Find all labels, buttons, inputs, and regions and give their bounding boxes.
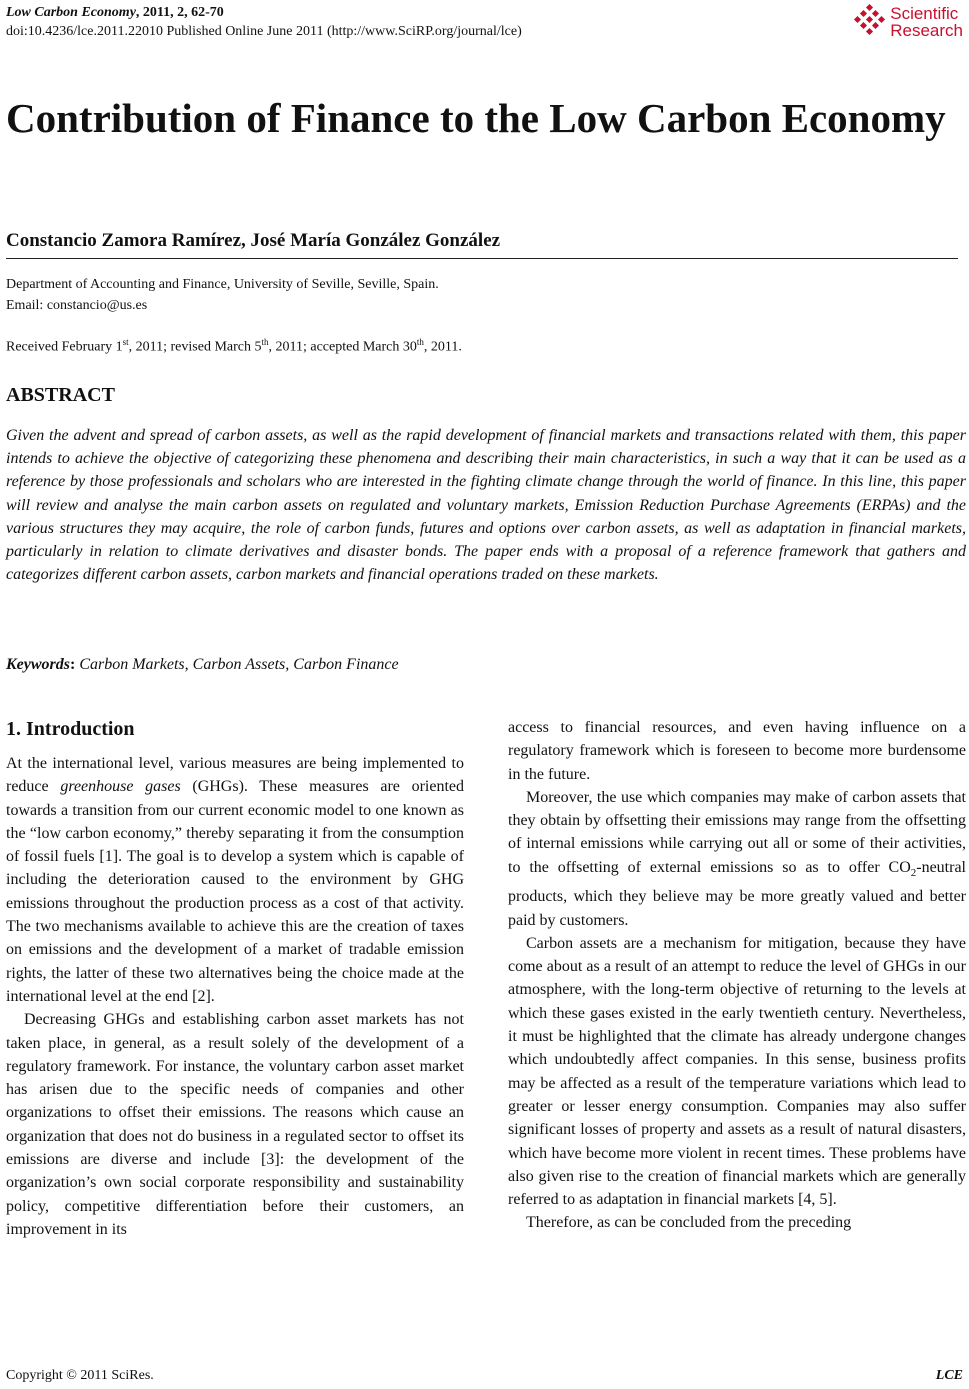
paragraph: Carbon assets are a mechanism for mitigation, because they have come about as a result of an attempt to reduce the level of GHGs in our atmosphere, with the long-term objective of returning to the levels at which these gases existed in the early twentieth century. Nevertheless, it must be highlighted that the climate has already undergone changes which undoubtedly affect companies. In this sense, business profits may be affected as a result of the temperature variations which lead to greater or lesser energy consumption. Companies may also suffer significant losses of property and assets as a result of natural disasters, which have become more violent in recent times. These problems have also given rise to the creation of financial markets which are generally referred to as adaptation in financial markets [4, 5].: [508, 934, 966, 1209]
paragraph: access to financial resources, and even having influence on a regulatory framework which is foreseen to become more burdensome in the future.: [508, 719, 966, 783]
journal-citation: [6, 4, 224, 22]
email: Email: constancio@us.es: [6, 298, 148, 313]
keywords-list: Carbon Markets, Carbon Assets, Carbon Finance: [79, 656, 399, 673]
left-column: [6, 716, 464, 1241]
abstract-text: Given the advent and spread of carbon assets, as well as the rapid development of financial markets and transactions related with them, this paper intends to achieve the objective of categorizing these phenomena and describing their main characteristics, in such a way that it can be used as a reference by those professionals and scholars who are interested in the fighting climate change through the world of finance. In this line, this paper will review and analyse the main carbon assets on regulated and voluntary markets, Emission Reduction Purchase Agreements (ERPAs) and the various structures they may acquire, the role of carbon funds, futures and options over carbon assets, as well as adaptation in financial markets, particularly in relation to climate derivatives and disaster bonds. The paper ends with a proposal of a reference framework that gathers and categorizes different carbon assets, carbon markets and financial operations traded on these markets.: [6, 427, 966, 584]
divider: [6, 258, 958, 259]
right-column: [508, 716, 966, 1235]
scientific-research-logo-icon: [852, 4, 886, 40]
copyright: Copyright © 2011 SciRes.: [6, 1368, 154, 1383]
abstract-heading: ABSTRACT: [6, 384, 115, 406]
section-heading: 1. Introduction: [6, 718, 135, 740]
paper-title: Contribution of Finance to the Low Carbon Economy: [6, 95, 946, 141]
publisher-logo: [852, 2, 963, 42]
logo-text: Scientific Research: [890, 4, 963, 40]
journal-abbreviation: LCE: [935, 1368, 963, 1383]
received-dates: Received February 1st, 2011; revised March 5th, 2011; accepted March 30th, 2011.: [6, 337, 462, 355]
journal-volume: , 2011, 2, 62-70: [135, 5, 224, 20]
paragraph: Decreasing GHGs and establishing carbon asset markets has not taken place, in general, as a result solely of the development of a regulatory framework. For instance, the voluntary carbon asset market has arisen due to the specific needs of companies and other organizations to offset their emissions. The reasons which cause an organization that does not do business in a regulated sector to offset its emissions are diverse and include [3]: the development of the organization’s own social corporate responsibility and sustainability policy, competitive differentiation before their customers, an improvement in its: [6, 1011, 464, 1238]
keywords: Keywords: Carbon Markets, Carbon Assets, Carbon Finance: [6, 656, 399, 673]
journal-name: Low Carbon Economy: [6, 5, 136, 20]
keywords-label: Keywords: [6, 656, 70, 673]
affiliation: Department of Accounting and Finance, University of Seville, Seville, Spain.: [6, 277, 439, 292]
paragraph: Therefore, as can be concluded from the preceding: [526, 1214, 852, 1232]
paragraph: At the international level, various measures are being implemented to reduce greenhouse gases (GHGs). These measures are oriented towards a transition from our current economic model to one known as the “low carbon economy,” thereby separating it from the consumption of fossil fuels [1]. The goal is to develop a system which is capable of including the deterioration caused to the environment by GHG emissions throughout the production process as a cost of that activity. The two mechanisms available to achieve this are the creation of taxes on emissions and the development of a market of tradable emission rights, the latter of these two alternatives being the choice made at the international level at the end [2].: [6, 755, 464, 1005]
authors: Constancio Zamora Ramírez, José María González González: [6, 230, 501, 251]
affiliation-block: [6, 274, 439, 316]
paragraph: Moreover, the use which companies may make of carbon assets that they obtain by offsetting their emissions may range from the offsetting of internal emissions while carrying out all or some of their activities, to the offsetting of external emissions so as to offer $CO_2$-neutral products, which they believe may be more greatly valued and better paid by customers.: [508, 788, 966, 929]
doi-line: doi:10.4236/lce.2011.22010 Published Online June 2011 (http://www.SciRP.org/journal/lce): [6, 24, 522, 39]
